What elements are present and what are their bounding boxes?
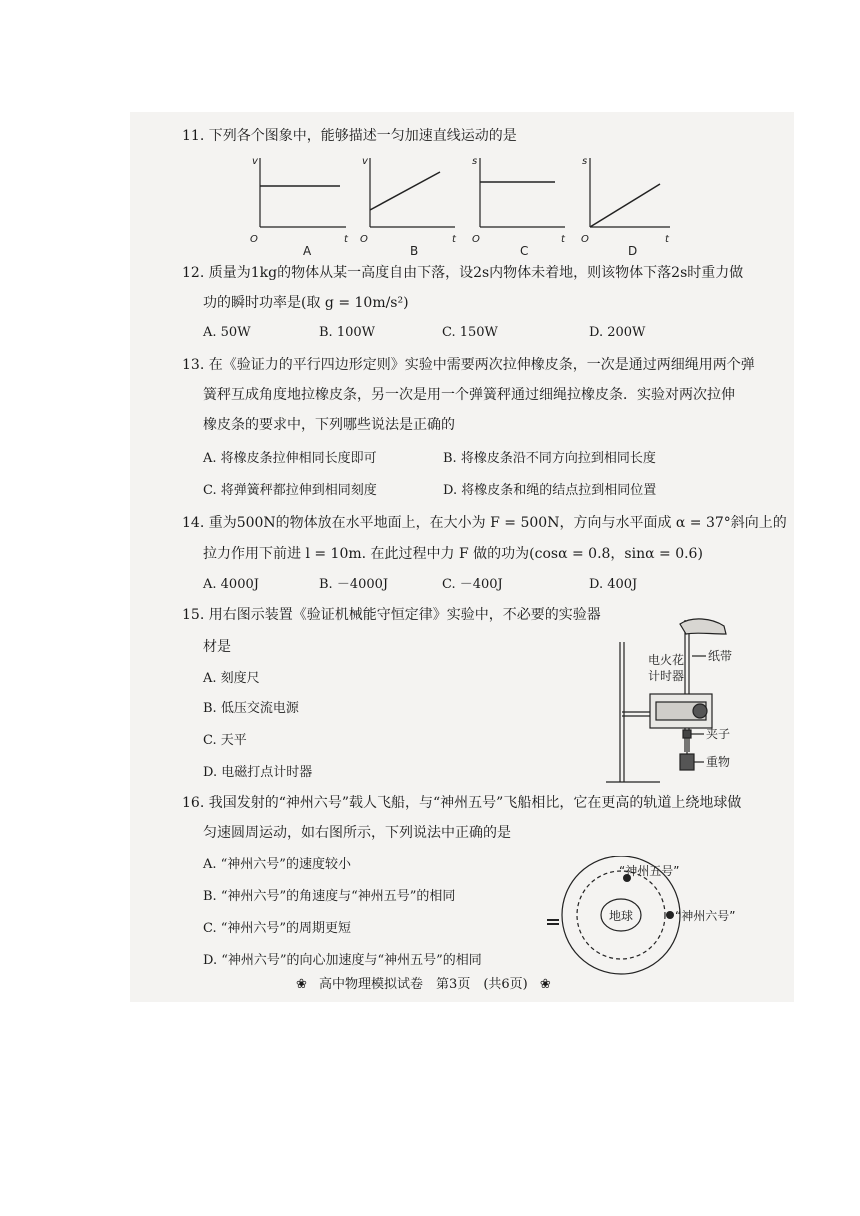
graph-c-yaxis: s [472,156,478,167]
q13-option-b: B. 将橡皮条沿不同方向拉到相同长度 [443,451,656,466]
graph-d-label: D [628,244,638,258]
q12-option-c: C. 150W [442,325,498,340]
footer-ornament-left: ❀ [296,977,307,992]
apparatus-figure [600,612,780,787]
q16-option-c: C. “神州六号”的周期更短 [203,921,352,936]
q12-option-b: B. 100W [319,325,375,340]
graph-c-origin: O [472,234,480,245]
q16-option-a: A. “神州六号”的速度较小 [203,857,351,872]
graph-a-yaxis: v [252,156,258,167]
q14-line2: 拉力作用下前进 l = 10m. 在此过程中力 F 做的功为(cosα = 0.8，sinα = 0.6) [203,546,703,562]
graph-d-yaxis: s [582,156,588,167]
q16-option-b: B. “神州六号”的角速度与“神州五号”的相同 [203,889,456,904]
graph-d-xaxis: t [665,234,669,245]
ship6-label: “神州六号” [675,909,736,923]
graph-c-label: C [520,244,529,258]
graph-b-yaxis: v [362,156,368,167]
q14-option-a: A. 4000J [203,577,259,592]
q15-option-b: B. 低压交流电源 [203,701,299,716]
graph-a-label: A [303,244,312,258]
footer-text: 高中物理模拟试卷 第3页 (共6页) [319,977,528,992]
q16-line2: 匀速圆周运动，如右图所示，下列说法中正确的是 [203,825,511,841]
timer-label-line2: 计时器 [648,669,685,683]
graph-b-xaxis: t [452,234,456,245]
q13-option-a: A. 将橡皮条拉伸相同长度即可 [203,451,377,466]
q15-line1: 15. 用右图示装置《验证机械能守恒定律》实验中，不必要的实验器 [182,607,601,623]
q13-line2: 簧秤互成角度地拉橡皮条，另一次是用一个弹簧秤通过细绳拉橡皮条．实验对两次拉伸 [203,387,735,403]
timer-label-line1: 电火花 [648,653,685,667]
q11-stem: 11. 下列各个图象中，能够描述一匀加速直线运动的是 [182,128,517,144]
orbit-figure [545,856,770,978]
q13-option-d: D. 将橡皮条和绳的结点拉到相同位置 [443,483,657,498]
q14-option-d: D. 400J [589,577,638,592]
q15-option-c: C. 天平 [203,733,247,748]
graph-b-origin: O [360,234,368,245]
q12-option-a: A. 50W [203,325,251,340]
q12-line2: 功的瞬时功率是(取 g = 10m/s²) [203,295,409,311]
ship5-label: “神州五号” [619,864,680,878]
q14-option-c: C. －400J [442,577,503,592]
q13-option-c: C. 将弹簧秤都拉伸到相同刻度 [203,483,377,498]
page-footer [296,976,551,994]
clip-label: 夹子 [706,727,731,741]
graph-a-origin: O [250,234,258,245]
q14-line1: 14. 重为500N的物体放在水平地面上，在大小为 F = 500N，方向与水平面成 α = 37°斜向上的 [182,515,787,531]
q15-option-d: D. 电磁打点计时器 [203,765,313,780]
q12-line1: 12. 质量为1kg的物体从某一高度自由下落，设2s内物体未着地，则该物体下落2s时重力做 [182,265,744,281]
q16-line1: 16. 我国发射的“神州六号”载人飞船，与“神州五号”飞船相比，它在更高的轨道上绕地球做 [182,795,742,811]
earth-label: 地球 [609,909,634,923]
graph-d-origin: O [581,234,589,245]
q11-graphs [240,152,680,260]
q14-option-b: B. －4000J [319,577,389,592]
q16-option-d: D. “神州六号”的向心加速度与“神州五号”的相同 [203,953,482,968]
graph-c-xaxis: t [561,234,565,245]
graph-b-label: B [410,244,419,258]
q12-option-d: D. 200W [589,325,646,340]
q15-line2: 材是 [203,639,231,655]
q13-line3: 橡皮条的要求中，下列哪些说法是正确的 [203,417,455,433]
q13-line1: 13. 在《验证力的平行四边形定则》实验中需要两次拉伸橡皮条，一次是通过两细绳用两个弹 [182,357,755,373]
q15-option-a: A. 刻度尺 [203,671,260,686]
weight-label: 重物 [706,755,731,769]
graph-a-xaxis: t [344,234,348,245]
paper-tape-label: 纸带 [708,649,733,663]
footer-ornament-right: ❀ [539,977,551,992]
